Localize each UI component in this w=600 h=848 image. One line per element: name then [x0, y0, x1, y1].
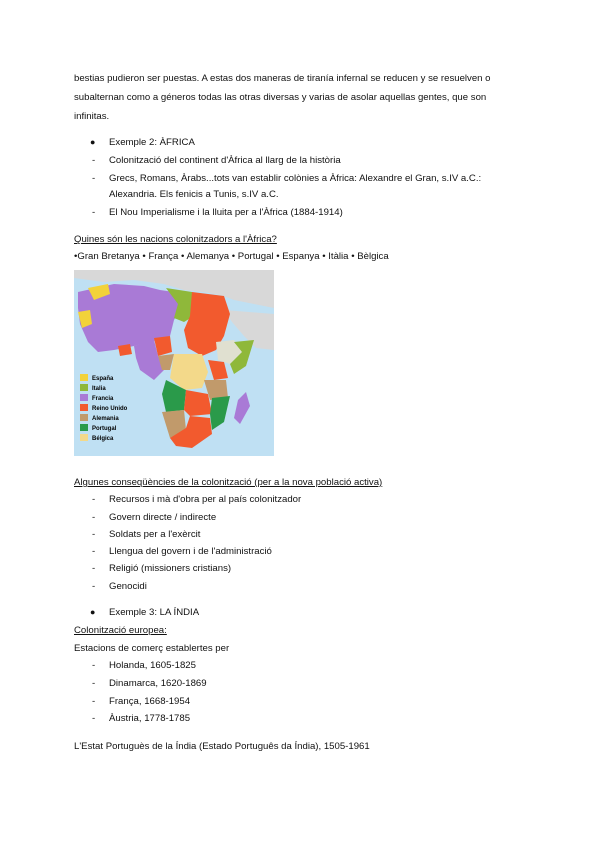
consequence-item-1: Recursos i mà d'obra per al país colonitzador — [109, 494, 302, 505]
dash-marker: - — [92, 696, 96, 707]
legend-swatch-germany — [80, 414, 88, 421]
ex3-closing: L'Estat Portuguès de la Índia (Estado Português da Índia), 1505-1961 — [74, 741, 370, 752]
legend-label-germany: Alemania — [92, 416, 119, 422]
dash-marker: - — [92, 155, 96, 166]
bullet-dot: ● — [90, 607, 96, 617]
consequence-item-5: Religió (missioners cristians) — [109, 563, 232, 574]
ex2-item-3: El Nou Imperialisme i la lluita per a l'Àfrica (1884-1914) — [109, 207, 343, 218]
example-2-heading: Exemple 2: ÀFRICA — [109, 137, 195, 148]
intro-line-1: bestias pudieron ser puestas. A estas dos maneras de tiranía infernal se reducen y se resuelven o — [74, 73, 491, 84]
map-uk-westafrica — [118, 344, 132, 356]
consequence-item-6: Genocidi — [109, 581, 147, 592]
legend-swatch-portugal — [80, 424, 88, 431]
dash-marker: - — [92, 563, 96, 574]
dash-marker: - — [92, 546, 96, 557]
dash-marker: - — [92, 207, 96, 218]
bullet-dot: ● — [90, 137, 96, 147]
legend-label-france: Francia — [92, 396, 114, 402]
example-3-heading: Exemple 3: LA ÍNDIA — [109, 607, 200, 618]
ex2-item-2-cont: Alexandria. Els fenicis a Tunis, s.IV a.C. — [109, 189, 279, 200]
ex3-item-4: Àustria, 1778-1785 — [109, 713, 191, 724]
ex2-item-1: Colonització del continent d'Àfrica al llarg de la història — [109, 155, 341, 166]
legend-label-spain: España — [92, 376, 114, 382]
dash-marker: - — [92, 660, 96, 671]
legend-swatch-belgium — [80, 434, 88, 441]
legend-label-portugal: Portugal — [92, 426, 117, 432]
ex3-item-3: França, 1668-1954 — [109, 696, 191, 707]
africa-colonial-map — [74, 270, 274, 456]
nations-list: •Gran Bretanya • França • Alemanya • Portugal • Espanya • Itàlia • Bèlgica — [74, 251, 389, 262]
dash-marker: - — [92, 678, 96, 689]
ex3-intro: Estacions de comerç establertes per — [74, 643, 230, 654]
intro-line-3: infinitas. — [74, 111, 110, 122]
dash-marker: - — [92, 173, 96, 184]
dash-marker: - — [92, 529, 96, 540]
consequence-item-4: Llengua del govern i de l'administració — [109, 546, 272, 557]
consequences-heading: Algunes conseqüències de la colonització (per a la nova població activa) — [74, 477, 383, 488]
dash-marker: - — [92, 581, 96, 592]
dash-marker: - — [92, 713, 96, 724]
nations-question: Quines són les nacions colonitzadors a l'Àfrica? — [74, 234, 277, 245]
legend-label-belgium: Bélgica — [92, 436, 114, 442]
legend-swatch-uk — [80, 404, 88, 411]
ex2-item-2: Grecs, Romans, Àrabs...tots van establir colònies a Àfrica: Alexandre el Gran, s.IV a.C.: — [109, 173, 482, 184]
dash-marker: - — [92, 494, 96, 505]
dash-marker: - — [92, 512, 96, 523]
ex3-item-2: Dinamarca, 1620-1869 — [109, 678, 207, 689]
consequence-item-2: Govern directe / indirecte — [109, 512, 217, 523]
consequence-item-3: Soldats per a l'exèrcit — [109, 529, 201, 540]
legend-label-italy: Italia — [92, 386, 106, 392]
ex3-item-1: Holanda, 1605-1825 — [109, 660, 196, 671]
legend-label-uk: Reino Unido — [92, 406, 128, 412]
legend-swatch-italy — [80, 384, 88, 391]
legend-swatch-france — [80, 394, 88, 401]
ex3-subheading: Colonització europea: — [74, 625, 167, 636]
legend-swatch-spain — [80, 374, 88, 381]
intro-line-2: subalternan como a géneros todas las otras diversas y varias de asolar aquellas gentes, que son — [74, 92, 487, 103]
